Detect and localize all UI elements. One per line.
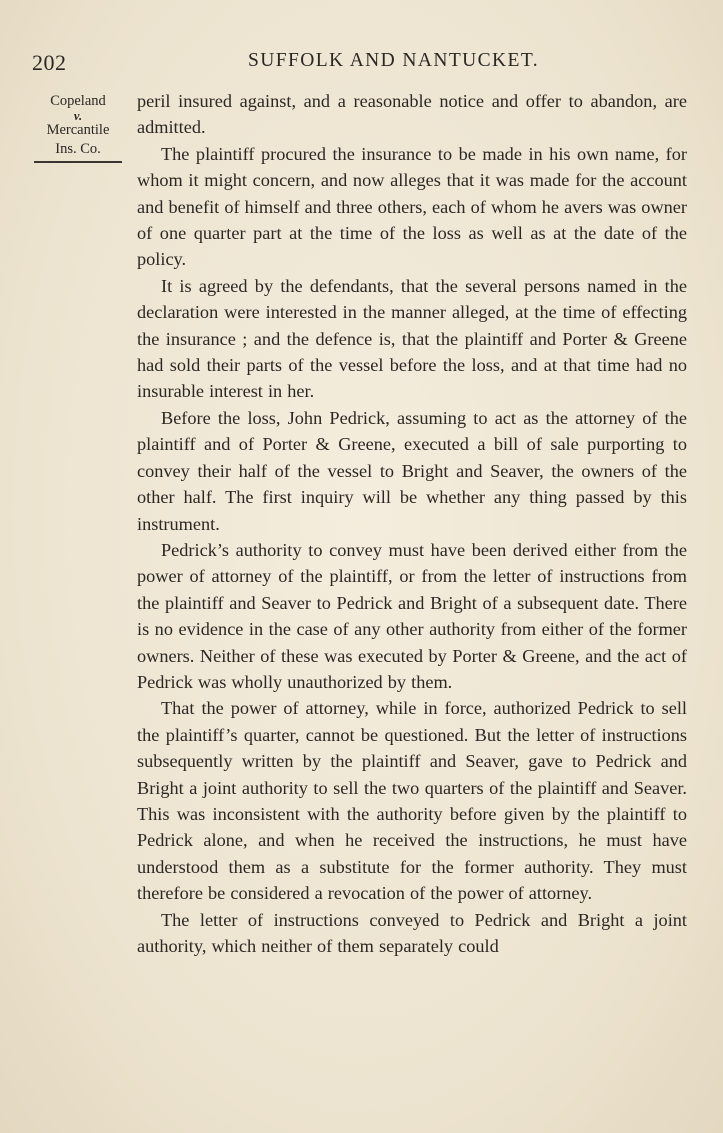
paragraph: It is agreed by the defendants, that the several persons named in the declaration were interested in the manner alleged, at the time of effecting the insurance ; and the defence is, that the plaintiff and Porter & Greene had sold their parts of the vessel before the loss, and at that time had no insurable interest in her. <box>137 275 687 402</box>
running-head: SUFFOLK AND NANTUCKET. <box>248 50 539 71</box>
paragraph: Before the loss, John Pedrick, assuming to act as the attorney of the plaintiff and of Porter & Greene, executed a bill of sale purporting to convey their half of the vessel to Bright and Seaver, the owners of the other half. The first inquiry will be whether any thing passed by this instrument. <box>137 407 687 534</box>
paragraph: The letter of instructions conveyed to Pedrick and Bright a joint authority, which neither of them separately could <box>137 909 687 956</box>
paragraph: Pedrick’s authority to convey must have been derived either from the power of attorney of the plaintiff, or from the letter of instructions from the plaintiff and Seaver to Pedrick and Bright of a subsequent date. There is no evidence in the case of any other authority from either of the former owners. Neither of these was executed by Porter & Greene, and the act of Pedrick was wholly unauthorized by them. <box>137 539 687 692</box>
paragraph: That the power of attorney, while in force, authorized Pedrick to sell the plaintiff’s quarter, cannot be questioned. But the letter of instructions subsequently written by the plaintiff and Seaver, gave to Pedrick and Bright a joint authority to sell the two quarters of the plaintiff and Seaver. This was inconsistent with the authority before given by the plaintiff to Pedrick alone, and when he received the instructions, he must have understood them as a substitute for the former authority. They must therefore be considered a revocation of the power of attorney. <box>137 698 687 904</box>
margin-note-plaintiff: Copeland <box>50 93 106 109</box>
body-text <box>137 88 687 959</box>
case-margin-note <box>28 92 128 163</box>
margin-note-defendant: Mercantile <box>46 122 110 138</box>
page-number: 202 <box>32 50 67 75</box>
margin-note-defendant-abbrev: Ins. Co. <box>55 141 101 157</box>
margin-note-versus: v. <box>73 109 83 123</box>
margin-note-rule <box>34 161 122 163</box>
paragraph-continued: peril insured against, and a reasonable notice and offer to abandon, are admitted. <box>137 91 687 138</box>
paragraph: The plaintiff procured the insurance to be made in his own name, for whom it might concern, and now alleges that it was made for the account and benefit of himself and three others, each of whom he avers was owner of one quarter part at the time of the loss as well as at the date of the policy. <box>137 143 687 270</box>
